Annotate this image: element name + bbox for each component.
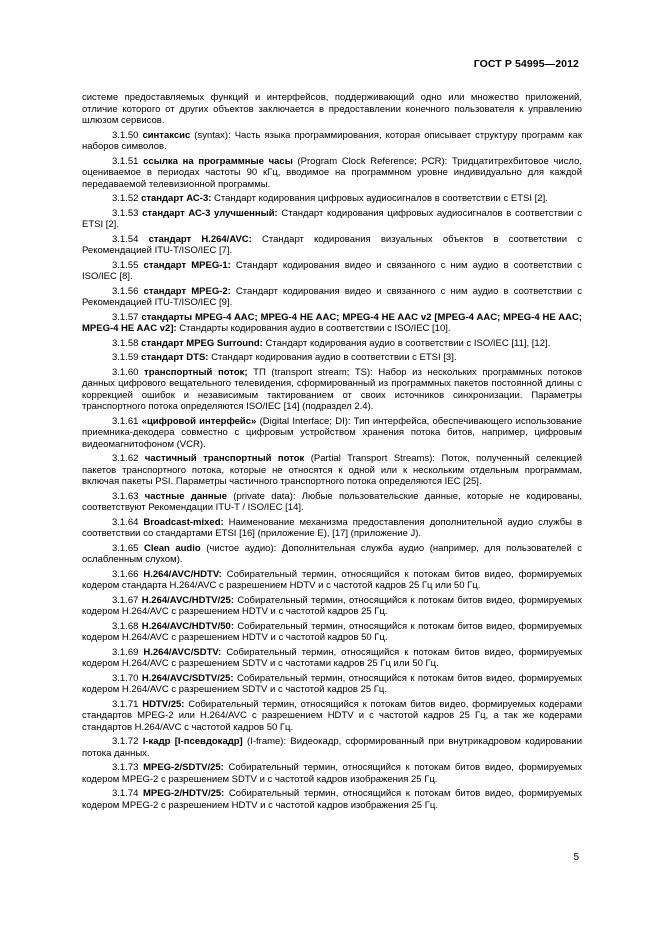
definition-paragraph: [82, 352, 582, 364]
definition-paragraph: [82, 453, 582, 488]
definition-paragraph: [82, 208, 582, 231]
definition-term: стандарт MPEG-1:: [143, 259, 231, 271]
definition-term: Broadcast-mixed:: [143, 516, 224, 528]
definition-text: Собирательный термин, относящийся к потокам битов видео, формируемых кодерами стандартов MPEG-2 или H.264/AVC с разрешением HDTV и с частотой кадров 25 Гц, а так же кодерами стандартов H.264/AVC с частотой кадров 50 Гц.: [82, 698, 582, 733]
definition-paragraph: [82, 156, 582, 191]
definition-term: I-кадр [I-псевдокадр]: [142, 736, 243, 747]
definition-paragraph: [82, 543, 582, 566]
definition-number: 3.1.71: [112, 698, 139, 710]
definition-paragraph: [82, 130, 582, 153]
definition-number: 3.1.60: [112, 366, 139, 378]
definition-term: стандарт MPEG Surround:: [141, 337, 263, 349]
definition-text: (private data): Любые пользовательские данные, которые не кодированы, соответствуют Рекомендации ITU-T / ISO/IEC [14].: [82, 490, 583, 513]
definition-number: 3.1.50: [112, 129, 139, 141]
definition-term: стандарт АС-3:: [141, 193, 212, 204]
definition-text: (чистое аудио): Дополнительная служба аудио (например, для пользователей с ослабленным слухом).: [82, 542, 583, 565]
definition-term: частные данные: [144, 490, 228, 502]
definition-paragraph: [82, 699, 582, 734]
definition-text: Стандарт кодирования визуальных объектов в соответствии с Рекомендацией ITU-T/ISO/IEC [7].: [82, 233, 583, 256]
definition-term: стандарт MPEG-2:: [143, 285, 231, 297]
definition-paragraph: [82, 569, 582, 592]
definition-number: 3.1.58: [112, 337, 139, 349]
definition-paragraph: [82, 260, 582, 283]
definition-text: Собирательный термин, относящийся к потокам битов видео, формируемых кодером H.264/AVC с разрешением SDTV и с частотами кадров 25 Гц или 50 Гц.: [82, 646, 583, 669]
definition-text: Стандарт кодирования цифровых аудиосигналов в соответствии с ETSI [2].: [82, 207, 582, 230]
definition-paragraph: [82, 193, 582, 205]
definition-text: Стандарт кодирования видео и связанного с ним аудио в соответствии с ISO/IEC [8].: [82, 259, 582, 282]
definition-term: транспортный поток;: [144, 366, 248, 378]
definition-number: 3.1.69: [112, 646, 139, 658]
definition-number: 3.1.52: [112, 193, 139, 204]
definition-number: 3.1.68: [112, 620, 139, 632]
definition-term: стандарт АС-3 улучшенный:: [142, 207, 278, 219]
definition-number: 3.1.70: [112, 672, 139, 684]
definition-text: (Program Clock Reference; PCR): Тридцатитрехбитовое число, оцениваемое в периодах частоты 90 кГц, вводимое на программном уровне индивидуально для каждой передаваемой телевизионной программы.: [82, 155, 583, 190]
definition-text: (Digital Interface; DI): Тип интерфейса, обеспечивающего использование приемника-декодера совместно с цифровым устройством хранения потока битов, например, цифровым видеомагнитофоном (VCR).: [82, 415, 582, 450]
definition-text: (I-frame): Видеокадр, сформированный при внутрикадровом кодировании потока данных.: [82, 736, 583, 759]
document-body: [82, 92, 582, 814]
definition-paragraph: [82, 234, 582, 257]
definition-number: 3.1.73: [112, 762, 139, 773]
definition-text: Наименование механизма предоставления дополнительной аудио службы в соответствии со стандартами ETSI [16] (приложение E), [17] (приложение J).: [82, 516, 583, 539]
definition-number: 3.1.72: [112, 736, 139, 747]
definition-text: Собирательный термин, относящийся к потокам битов видео, формируемых кодером MPEG-2 с разрешением HDTV и с частотой кадров изображения 25 Гц.: [82, 788, 582, 811]
definition-paragraph: [82, 736, 582, 759]
definition-number: 3.1.61: [112, 415, 139, 427]
definition-text: Собирательный термин, относящийся к потокам битов видео, формируемых кодером MPEG-2 с разрешением SDTV и с частотой кадров изображения 25 Гц.: [82, 762, 583, 785]
definition-paragraph: [82, 416, 582, 451]
definition-text: Стандарт кодирования аудио в соответствии с ISO/IEC [11], [12].: [262, 337, 551, 349]
definition-number: 3.1.65: [112, 542, 139, 554]
definition-term: частичный транспортный поток: [144, 453, 305, 464]
definitions-list: [82, 130, 582, 812]
definition-text: Стандарт кодирования видео и связанного с ним аудио в соответствии с Рекомендацией ITU-T/ISO/IEC [9].: [82, 285, 582, 308]
definition-term: стандарт H.264/AVC:: [148, 233, 252, 245]
definition-text: Стандарты кодирования аудио в соответствии с ISO/IEC [10].: [176, 323, 451, 334]
definition-number: 3.1.67: [112, 594, 139, 606]
definition-term: H.264/AVC/HDTV/50:: [141, 620, 235, 632]
definition-paragraph: [82, 621, 582, 644]
definition-term: стандарт DTS:: [141, 352, 209, 363]
document-header-standard: ГОСТ Р 54995—2012: [473, 58, 579, 70]
definition-paragraph: [82, 338, 582, 350]
page-number: 5: [573, 852, 579, 863]
definition-term: H.264/AVC/SDTV/25:: [141, 672, 234, 684]
definition-text: Стандарт кодирования аудио в соответствии с ETSI [3].: [208, 352, 457, 363]
definition-number: 3.1.66: [112, 568, 139, 580]
definition-number: 3.1.57: [112, 311, 139, 323]
definition-number: 3.1.54: [112, 233, 139, 245]
definition-text: Собирательный термин, относящийся к потокам битов видео, формируемых кодером H.264/AVC с разрешением HDTV и с частотой кадров 50 Гц.: [82, 620, 582, 643]
definition-number: 3.1.56: [112, 285, 139, 297]
definition-term: «цифровой интерфейс»: [141, 415, 257, 427]
definition-term: стандарты MPEG-4 AAC; MPEG-4 HE AAC; MPEG-4 HE AAC v2 [MPEG-4 AAC; MPEG-4 HE AAC; MPEG-4 HE AAC v2]:: [82, 311, 583, 334]
definition-term: MPEG-2/SDTV/25:: [143, 762, 224, 773]
definition-paragraph: [82, 595, 582, 618]
definition-term: MPEG-2/HDTV/25:: [143, 788, 225, 799]
definition-text: (syntax): Часть языка программирования, которая описывает структуру программ как наборов символов.: [82, 129, 583, 152]
definition-number: 3.1.59: [112, 352, 139, 363]
definition-text: Стандарт кодирования цифровых аудиосигналов в соответствии с ETSI [2].: [211, 193, 548, 204]
definition-term: ссылка на программные часы: [143, 155, 293, 167]
definition-number: 3.1.64: [112, 516, 139, 528]
definition-number: 3.1.55: [112, 259, 139, 271]
definition-paragraph: [82, 367, 582, 413]
definition-text: Собирательный термин, относящийся к потокам битов видео, формируемых кодером H.264/AVC с разрешением HDTV и с частотой кадров 25 Гц.: [82, 594, 582, 617]
definition-number: 3.1.63: [112, 490, 139, 502]
definition-term: Clean audio: [143, 542, 201, 554]
definition-text: ТП (transport stream; TS): Набор из нескольких программных потоков данных цифрового вещательного телевидения, сформированный из программных пакетов постоянной длины с коррекцией ошибок и независимым тактированием от своих источников синхронизации. Параметры транспортного потока определяются ISO/IEC [14] (подраздел 2.4).: [82, 366, 582, 412]
definition-paragraph: [82, 673, 582, 696]
intro-paragraph: системе предоставляемых функций и интерфейсов, поддерживающий одно или множество приложений, отличие которого от других объектов заключается в предоставлении конечного пользователя к управлению шлюзом сервисов.: [82, 92, 582, 126]
definition-term: H.264/AVC/HDTV:: [143, 568, 222, 580]
definition-paragraph: [82, 491, 582, 514]
definition-paragraph: [82, 286, 582, 309]
definition-term: H.264/AVC/HDTV/25:: [141, 594, 235, 606]
definition-term: HDTV/25:: [142, 698, 185, 710]
definition-text: (Partial Transport Streams): Поток, полученный селекцией пакетов транспортного потока, которые не относятся к одной или к нескольким отдельным программам, включая пакеты PSI. Параметры частичного транспортного потока определяются IEC [25].: [82, 453, 583, 487]
definition-paragraph: [82, 647, 582, 670]
definition-number: 3.1.74: [112, 788, 139, 799]
definition-term: H.264/AVC/SDTV:: [143, 646, 222, 658]
definition-term: синтаксис: [142, 129, 191, 141]
definition-number: 3.1.62: [112, 453, 139, 464]
definition-text: Собирательный термин, относящийся к потокам битов видео, формируемых кодером H.264/AVC с разрешением SDTV и с частотой кадров 25 Гц.: [82, 672, 582, 695]
definition-paragraph: [82, 788, 582, 811]
definition-paragraph: [82, 312, 582, 335]
definition-paragraph: [82, 762, 582, 785]
definition-number: 3.1.51: [112, 155, 139, 167]
definition-paragraph: [82, 517, 582, 540]
definition-text: Собирательный термин, относящийся к потокам битов видео, формируемых кодером стандарта H.264/AVC с разрешением HDTV и с частотой кадров 25 Гц или 50 Гц.: [82, 568, 582, 591]
definition-number: 3.1.53: [112, 207, 139, 219]
